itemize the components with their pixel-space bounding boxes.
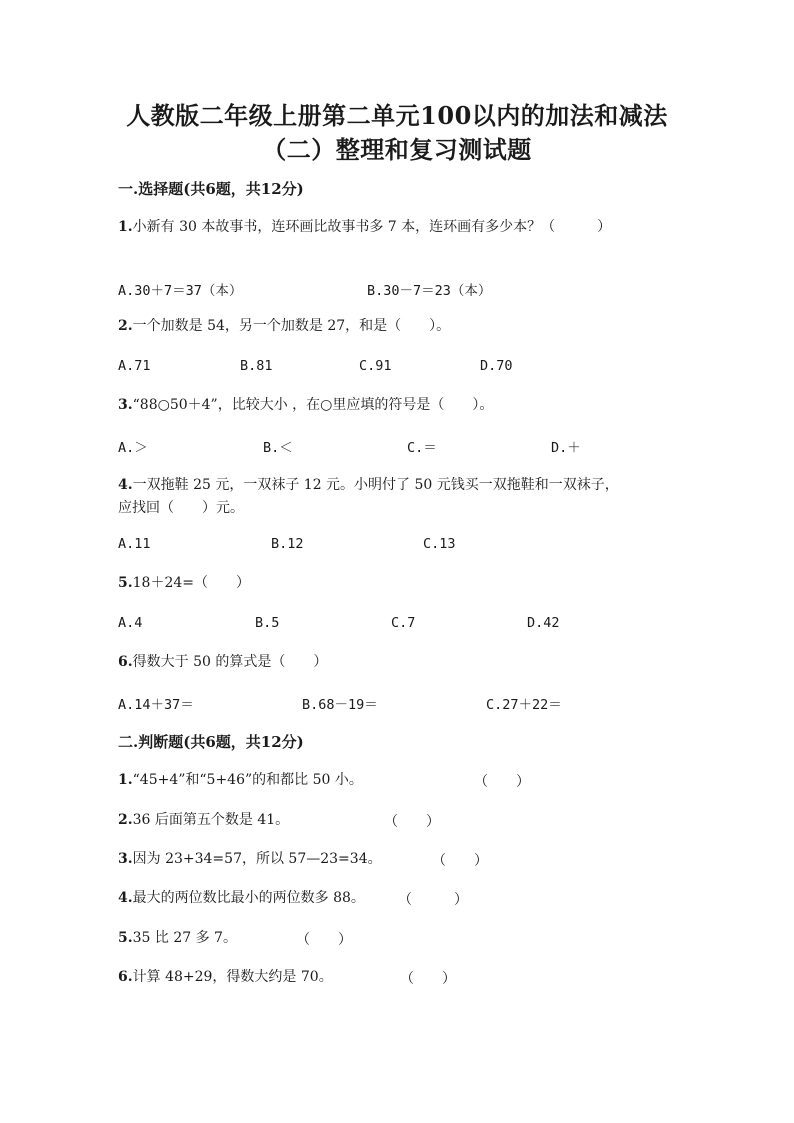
choice-2-option-a[interactable]: A.71 [118,358,151,374]
judge-5-answer-blank[interactable]: （ ） [296,932,352,948]
question-number: 6. [118,969,133,985]
choice-question-5 [118,572,250,595]
question-text: 18＋24=（ ） [132,575,250,591]
choice-3-option-d[interactable]: D.＋ [551,440,581,456]
question-number: 1. [118,219,133,235]
question-text: “88○50＋4”，比较大小 ，在○里应填的符号是（ ）。 [132,397,494,413]
question-text: 36 后面第五个数是 41。 [132,812,290,828]
choice-3-option-b[interactable]: B.＜ [263,440,293,456]
choice-6-option-b[interactable]: B.68－19＝ [302,697,378,713]
judge-6-answer-blank[interactable]: （ ） [400,971,456,987]
choice-question-3 [118,394,493,417]
judge-question-5 [118,927,237,950]
question-number: 6. [118,654,133,670]
choice-4-option-b[interactable]: B.12 [271,536,304,552]
judge-1-answer-blank[interactable]: （ ） [474,774,530,790]
question-text: 一个加数是 54，另一个加数是 27，和是（ ）。 [132,318,451,334]
choice-2-option-c[interactable]: C.91 [359,358,392,374]
section-heading-choice: 一.选择题(共6题，共12分) [118,180,304,198]
question-number: 4. [118,890,133,906]
choice-5-option-a[interactable]: A.4 [118,615,143,631]
question-text: 因为 23+34=57，所以 57—23=34。 [132,851,382,867]
choice-1-option-b[interactable]: B.30－7＝23（本） [367,283,492,299]
choice-6-option-c[interactable]: C.27＋22＝ [486,697,562,713]
choice-2-option-b[interactable]: B.81 [240,358,273,374]
judge-question-6 [118,966,333,989]
judge-4-answer-blank[interactable]: （ ） [398,892,468,908]
judge-question-4 [118,887,365,910]
question-text: 得数大于 50 的算式是（ ） [132,654,328,670]
choice-5-option-d[interactable]: D.42 [527,615,560,631]
question-number: 2. [118,812,133,828]
question-number: 4. [118,477,133,493]
judge-question-2 [118,809,289,832]
question-number: 5. [118,575,133,591]
choice-6-option-a[interactable]: A.14＋37＝ [118,697,194,713]
choice-5-option-c[interactable]: C.7 [391,615,416,631]
question-text-continued: 应找回（ ）元。 [118,500,244,516]
choice-5-option-b[interactable]: B.5 [255,615,280,631]
choice-2-option-d[interactable]: D.70 [480,358,513,374]
question-text: 计算 48+29，得数大约是 70。 [132,969,333,985]
question-text: 最大的两位数比最小的两位数多 88。 [132,890,365,906]
choice-3-option-c[interactable]: C.＝ [407,440,437,456]
page-title-line1: 人教版二年级上册第二单元100以内的加法和减法 [126,101,668,130]
choice-3-option-a[interactable]: A.＞ [118,440,148,456]
question-number: 1. [118,772,133,788]
choice-question-1 [118,216,611,239]
section-heading-judge: 二.判断题(共6题，共12分) [118,733,304,751]
choice-4-option-c[interactable]: C.13 [423,536,456,552]
choice-1-option-a[interactable]: A.30＋7＝37（本） [118,283,243,299]
choice-question-6 [118,651,327,674]
question-number: 3. [118,397,133,413]
choice-question-4 [118,474,619,520]
judge-question-3 [118,848,382,871]
question-number: 3. [118,851,133,867]
question-text: “45+4”和“5+46”的和都比 50 小。 [132,772,363,788]
choice-4-option-a[interactable]: A.11 [118,536,151,552]
judge-3-answer-blank[interactable]: （ ） [432,853,488,869]
question-text: 35 比 27 多 7。 [132,930,237,946]
question-text: 一双拖鞋 25 元，一双袜子 12 元。小明付了 50 元钱买一双拖鞋和一双袜子， [132,477,619,493]
question-number: 5. [118,930,133,946]
choice-question-2 [118,315,450,338]
judge-2-answer-blank[interactable]: （ ） [384,814,440,830]
question-text: 小新有 30 本故事书，连环画比故事书多 7 本，连环画有多少本？（ ） [132,219,612,235]
question-number: 2. [118,318,133,334]
judge-question-1 [118,769,363,792]
page-title-line2: （二）整理和复习测试题 [262,135,532,164]
